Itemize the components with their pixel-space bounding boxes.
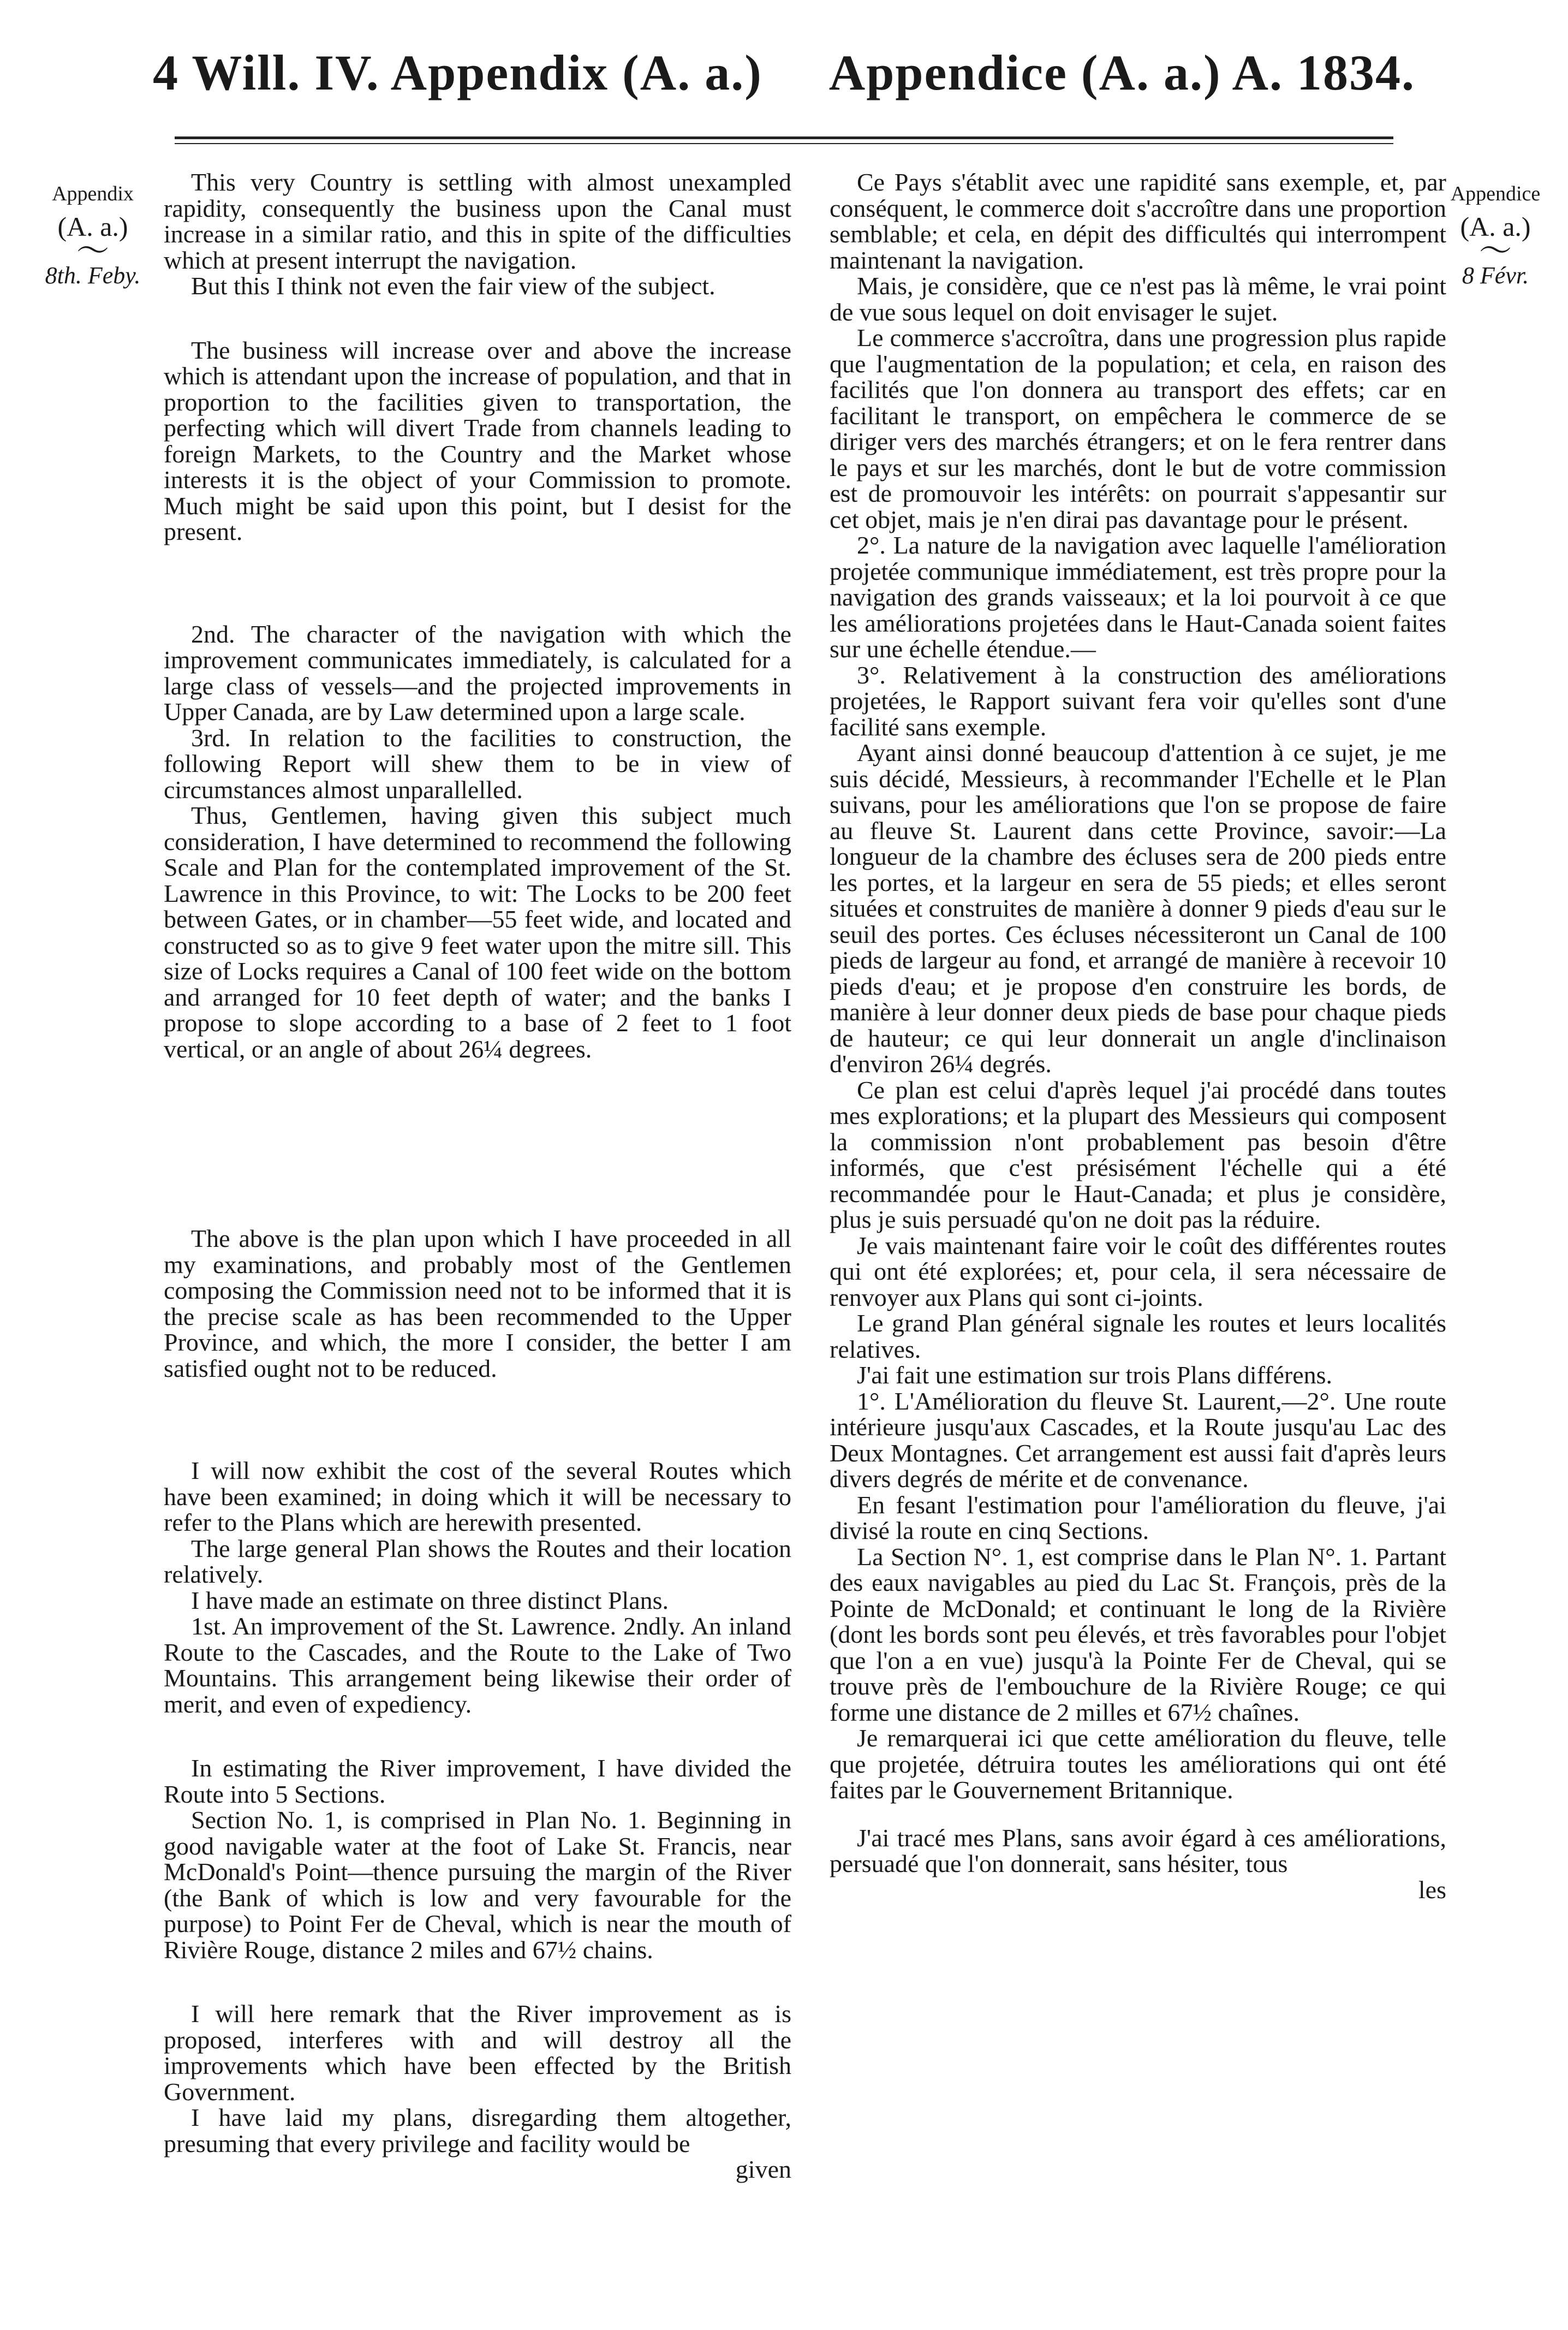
header-left: 4 Will. IV. Appendix (A. a.) — [153, 45, 762, 100]
tilde-ornament-icon: 〜 — [1479, 233, 1512, 269]
paragraph: Le commerce s'accroîtra, dans une progression plus rapide que l'augmentation de la population; et cela, en raison des facilités que l'on donnera au transport des effets; car en facilitant le transport, on empêchera le commerce de se diriger vers des marchés étrangers; et on le fera rentrer dans le pays et sur les marchés, dont le but de votre commission est de promouvoir les intérêts: on pourrait s'appesantir sur cet objet, mais je n'en dirai pas davantage pour le présent. — [830, 324, 1446, 533]
paragraph: In estimating the River improvement, I have divided the Route into 5 Sections. — [164, 1754, 791, 1808]
paragraph: Le grand Plan général signale les routes et leurs localités relatives. — [830, 1309, 1446, 1363]
margin-note-title: Appendix — [52, 182, 134, 205]
paragraph: Ce Pays s'établit avec une rapidité sans exemple, et, par conséquent, le commerce doit s'accroître dans une proportion semblable; et cela, en dépit des difficultés qui interrompent maintenant la navigation. — [830, 168, 1446, 274]
paragraph: 1st. An improvement of the St. Lawrence. 2ndly. An inland Route to the Cascades, and the Route to the Lake of Two Mountains. This arrangement being likewise their order of merit, and even of expediency. — [164, 1612, 791, 1718]
paragraph: The large general Plan shows the Routes and their location relatively. — [164, 1534, 791, 1588]
paragraph: 3°. Relativement à la construction des améliorations projetées, le Rapport suivant fera voir qu'elles sont d'une facilité sans exemple. — [830, 661, 1446, 741]
paragraph: But this I think not even the fair view of the subject. — [191, 272, 716, 300]
header-right: Appendice (A. a.) A. 1834. — [828, 45, 1415, 100]
paragraph: This very Country is settling with almost unexampled rapidity, consequently the business upon the Canal must increase in a similar ratio, and this in spite of the difficulties which at present interrupt the navigation. — [164, 168, 791, 274]
margin-note-ref: (A. a.) — [57, 211, 128, 242]
page-header — [153, 33, 1415, 115]
margin-note-right — [1441, 177, 1550, 292]
paragraph: 2°. La nature de la navigation avec laquelle l'amélioration projetée communique immédiatement, est très propre pour la navigation des grands vaisseaux; et la loi pourvoit à ce que les améliorations projetées dans le Haut-Canada soient faites sur une échelle étendue.— — [830, 531, 1446, 663]
paragraph: I will now exhibit the cost of the several Routes which have been examined; in doing which it will be necessary to refer to the Plans which are herewith presented. — [164, 1457, 791, 1536]
header-rule-thick — [175, 136, 1393, 139]
paragraph: I have made an estimate on three distinct Plans. — [191, 1586, 669, 1614]
paragraph: I have laid my plans, disregarding them altogether, presuming that every privilege and facility would be — [164, 2103, 791, 2157]
paragraph: 1°. L'Amélioration du fleuve St. Laurent,—2°. Une route intérieure jusqu'aux Cascades, et la Route jusqu'au Lac des Deux Montagnes. Cet arrangement est aussi fait d'après leurs divers degrés de mérite et de convenance. — [830, 1387, 1446, 1493]
margin-note-left — [38, 177, 147, 292]
paragraph: 2nd. The character of the navigation with which the improvement communicates immediately, is calculated for a large class of vessels—and the projected improvements in Upper Canada, are by Law determined upon a large scale. — [164, 620, 791, 726]
header-rule-thin — [175, 143, 1393, 144]
paragraph: J'ai tracé mes Plans, sans avoir égard à ces améliorations, persuadé que l'on donnerait, sans hésiter, tous — [830, 1823, 1446, 1877]
paragraph: Thus, Gentlemen, having given this subject much consideration, I have determined to recommend the following Scale and Plan for the contemplated improvement of the St. Lawrence in this Province, to wit: The Locks to be 200 feet between Gates, or in chamber—55 feet wide, and located and constructed so as to give 9 feet water upon the mitre sill. This size of Locks requires a Canal of 100 feet wide on the bottom and arranged for 10 feet depth of water; and the banks I propose to slope according to a base of 2 feet to 1 foot vertical, or an angle of about 26¼ degrees. — [164, 801, 791, 1063]
paragraph: 3rd. In relation to the facilities to construction, the following Report will shew them to be in view of circumstances almost unparallelled. — [164, 723, 791, 804]
catchword: given — [735, 2155, 791, 2183]
paragraph: Section No. 1, is comprised in Plan No. 1. Beginning in good navigable water at the foot of Lake St. Francis, near McDonald's Point—thence pursuing the margin of the River (the Bank of which is low and very favourable for the purpose) to Point Fer de Cheval, which is near the mouth of Rivière Rouge, distance 2 miles and 67½ chains. — [164, 1806, 791, 1964]
paragraph: I will here remark that the River improvement as is proposed, interferes with and will destroy all the improvements which have been effected by the British Government. — [164, 2000, 791, 2106]
paragraph: The business will increase over and above the increase which is attendant upon the increase of population, and that in proportion to the facilities given to transportation, the perfecting which will divert Trade from channels leading to foreign Markets, to the Country and the Market whose interests it is the object of your Commission to promote. Much might be said upon this point, but I desist for the present. — [164, 336, 791, 545]
paragraph: J'ai fait une estimation sur trois Plans différens. — [857, 1361, 1333, 1389]
margin-note-ref: (A. a.) — [1460, 211, 1531, 242]
tilde-ornament-icon: 〜 — [76, 233, 109, 269]
paragraph: Ayant ainsi donné beaucoup d'attention à ce sujet, je me suis décidé, Messieurs, à recommander l'Echelle et le Plan suivans, pour les améliorations que l'on se propose de faire au fleuve St. Laurent dans cette Province, savoir:—La longueur de la chambre des écluses sera de 200 pieds entre les portes, et la largeur en sera de 55 pieds; et elles seront situées et construites de manière à donner 9 pieds d'eau sur le seuil des portes. Ces écluses nécessiteront un Canal de 100 pieds de largeur au fond, et arrangé de manière à recevoir 10 pieds d'eau; et je propose d'en construire les bords, de manière à leur donner deux pieds de base pour chaque pieds de hauteur; ce qui leur donnerait un angle d'inclinaison d'environ 26¼ degrés. — [830, 739, 1446, 1078]
paragraph: Je vais maintenant faire voir le coût des différentes routes qui ont été explorées; et, pour cela, il sera nécessaire de renvoyer aux Plans qui sont ci-joints. — [830, 1231, 1446, 1311]
catchword: les — [1418, 1875, 1446, 1904]
paragraph: La Section N°. 1, est comprise dans le Plan N°. 1. Partant des eaux navigables au pied du Lac St. François, près de la Pointe de McDonald; et continuant le long de la Rivière (dont les bords sont peu élevés, et très favorables pour l'objet que l'on a en vue) jusqu'à la Pointe Fer de Cheval, qui se trouve près de l'embouchure de la Rivière Rouge; ce qui forme une distance de 2 milles et 67½ chaînes. — [830, 1542, 1446, 1726]
margin-note-title: Appendice — [1450, 182, 1541, 205]
paragraph: Je remarquerai ici que cette amélioration du fleuve, telle que projetée, détruira toutes les améliorations qui ont été faites par le Gouvernement Britannique. — [830, 1724, 1446, 1804]
paragraph: En fesant l'estimation pour l'amélioration du fleuve, j'ai divisé la route en cinq Sections. — [830, 1490, 1446, 1544]
paragraph: The above is the plan upon which I have proceeded in all my examinations, and probably most of the Gentlemen composing the Commission need not to be informed that it is the precise scale as has been recommended to the Upper Province, and which, the more I consider, the better I am satisfied ought not to be reduced. — [164, 1225, 791, 1382]
french-column — [830, 169, 1446, 1903]
paragraph: Ce plan est celui d'après lequel j'ai procédé dans toutes mes explorations; et la plupart des Messieurs qui composent la commission n'ont probablement pas besoin d'être informés, que c'est présisément l'échelle qui a été recommandée pour le Haut-Canada; et plus je considère, plus je suis persuadé qu'on ne doit pas la réduire. — [830, 1075, 1446, 1233]
paragraph: Mais, je considère, que ce n'est pas là même, le vrai point de vue sous lequel on doit envisager le sujet. — [830, 272, 1446, 326]
english-column — [164, 169, 791, 2183]
margin-note-date: 8 Févr. — [1462, 262, 1529, 289]
margin-note-date: 8th. Feby. — [45, 262, 141, 289]
